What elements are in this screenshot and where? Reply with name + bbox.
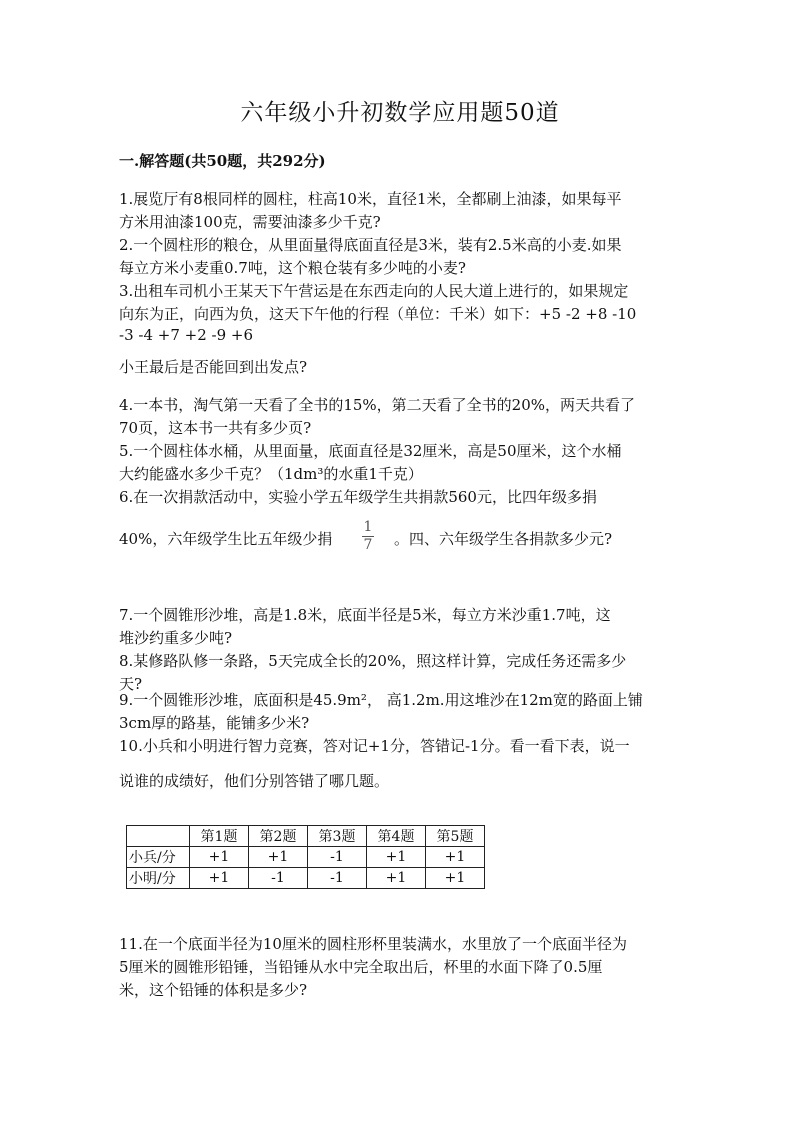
table-header-q3: 第3题: [308, 826, 367, 847]
q3-line1: 3.出租车司机小王某天下午营运是在东西走向的人民大道上进行的，如果规定: [119, 282, 629, 300]
table-header-q1: 第1题: [190, 826, 249, 847]
q2-line2: 每立方米小麦重0.7吨，这个粮仓装有多少吨的小麦?: [119, 259, 466, 277]
q7-line1: 7.一个圆锥形沙堆，高是1.8米，底面半径是5米，每立方米沙重1.7吨，这: [119, 606, 611, 624]
table-header-corner: [127, 826, 190, 847]
fraction-denominator: 7: [363, 537, 373, 553]
table-cell: -1: [308, 847, 367, 868]
table-row: [127, 868, 485, 889]
score-table-header-row: [127, 826, 485, 847]
table-cell: +1: [426, 847, 485, 868]
table-header-q4: 第4题: [367, 826, 426, 847]
q9-line2: 3cm厚的路基，能铺多少米?: [119, 714, 310, 732]
fraction-one-seventh: [362, 519, 374, 554]
page-title: 六年级小升初数学应用题50道: [240, 100, 560, 126]
table-cell: +1: [190, 868, 249, 889]
table-row: [127, 847, 485, 868]
table-cell: +1: [249, 847, 308, 868]
q6-line1: 6.在一次捐款活动中，实验小学五年级学生共捐款560元，比四年级多捐: [119, 488, 597, 506]
score-table: [126, 825, 485, 889]
table-cell: -1: [308, 868, 367, 889]
q3-line4: 小王最后是否能回到出发点?: [119, 358, 308, 376]
table-row-label: 小兵/分: [127, 847, 190, 868]
fraction-numerator: 1: [363, 519, 373, 535]
q3-line3: -3 -4 +7 +2 -9 +6: [119, 326, 254, 344]
q3-line2: 向东为正，向西为负，这天下午他的行程（单位：千米）如下：+5 -2 +8 -10: [119, 305, 637, 323]
q5-line2: 大约能盛水多少千克？（1dm³的水重1千克）: [119, 465, 423, 483]
q11-line2: 5厘米的圆锥形铅锤，当铅锤从水中完全取出后，杯里的水面下降了0.5厘: [119, 958, 603, 976]
q1-line1: 1.展览厅有8根同样的圆柱，柱高10米，直径1米，全都刷上油漆，如果每平: [119, 190, 622, 208]
q9-line1: 9.一个圆锥形沙堆，底面积是45.9m²， 高1.2m.用这堆沙在12m宽的路面上铺: [119, 691, 643, 709]
q10-line1: 10.小兵和小明进行智力竞赛，答对记+1分，答错记-1分。看一看下表，说一: [119, 737, 630, 755]
q1-line2: 方米用油漆100克，需要油漆多少千克?: [119, 213, 381, 231]
q2-line1: 2.一个圆柱形的粮仓，从里面量得底面直径是3米，装有2.5米高的小麦.如果: [119, 236, 622, 254]
q6-line2b: 。四、六年级学生各捐款多少元?: [394, 530, 613, 548]
q4-line1: 4.一本书，淘气第一天看了全书的15%，第二天看了全书的20%，两天共看了: [119, 396, 635, 414]
q8-line2: 天?: [119, 675, 143, 693]
table-cell: +1: [367, 868, 426, 889]
table-header-q5: 第5题: [426, 826, 485, 847]
q11-line3: 米，这个铅锤的体积是多少?: [119, 981, 308, 999]
q6-line2a: 40%，六年级学生比五年级少捐: [119, 530, 333, 548]
q8-line1: 8.某修路队修一条路，5天完成全长的20%，照这样计算，完成任务还需多少: [119, 652, 627, 670]
table-header-q2: 第2题: [249, 826, 308, 847]
table-cell: +1: [367, 847, 426, 868]
section-heading: 一.解答题(共50题，共292分): [119, 152, 326, 170]
table-cell: +1: [190, 847, 249, 868]
q7-line2: 堆沙约重多少吨?: [119, 629, 233, 647]
table-cell: -1: [249, 868, 308, 889]
q4-line2: 70页，这本书一共有多少页?: [119, 419, 312, 437]
table-cell: +1: [426, 868, 485, 889]
q5-line1: 5.一个圆柱体水桶，从里面量，底面直径是32厘米，高是50厘米，这个水桶: [119, 442, 622, 460]
q10-line2: 说谁的成绩好，他们分别答错了哪几题。: [119, 772, 390, 790]
table-row-label: 小明/分: [127, 868, 190, 889]
q11-line1: 11.在一个底面半径为10厘米的圆柱形杯里装满水，水里放了一个底面半径为: [119, 935, 627, 953]
